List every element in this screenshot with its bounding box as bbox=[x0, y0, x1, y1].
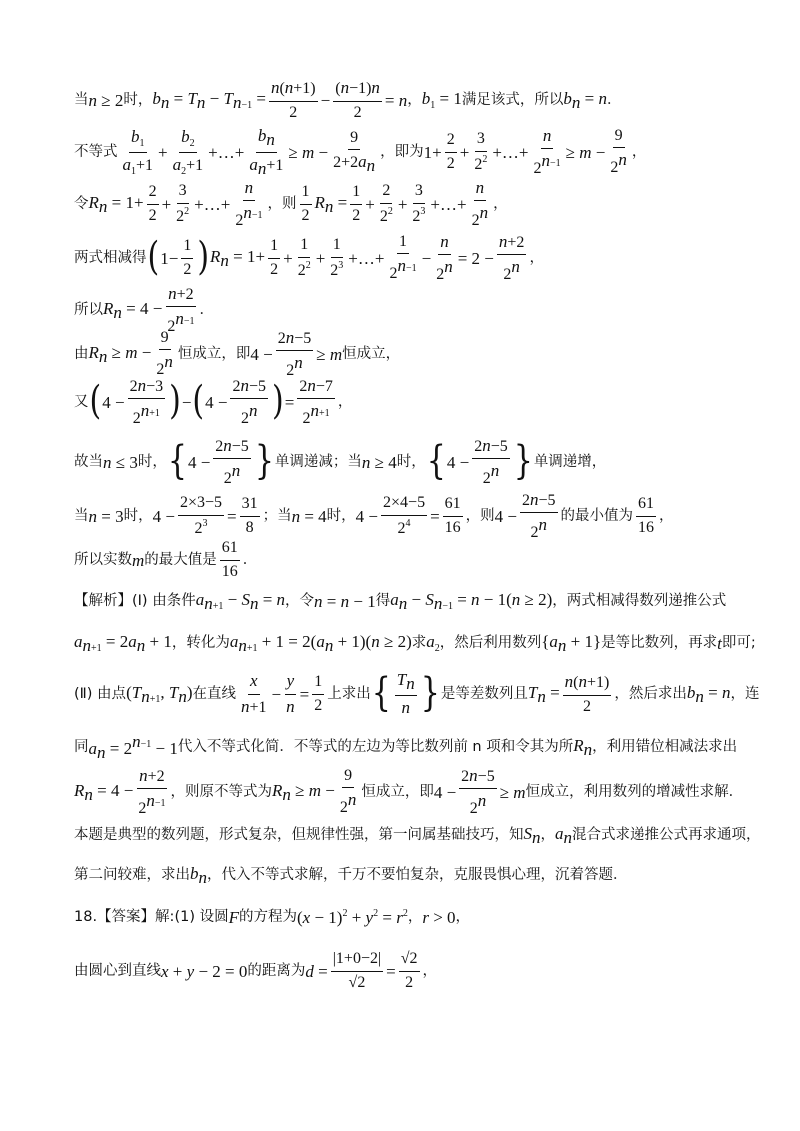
text-line-10: 所以实数 m 的最大值是 $\frac{61}{16}$ ． bbox=[74, 539, 258, 580]
analysis-line-5: $R_n = 4$ − $\frac{n+2}{2^{n-1}}$ ，则原不等式为 $R_n \ge m$ − $\frac{9}{2^n}$ 恒成立，即 4 − $\frac{2n-5}{2^n}$ ≥ m 恒成立，利用数列的增减性求解． bbox=[74, 765, 744, 817]
analysis-line-1: 【解析】(Ⅰ) 由条件 $a_{n+1} - S_n = n$ ，令 n = n − 1 得 $a_n - S_{n-1} = n - 1(n \ge 2)$ ，两式相减得数列递推公式 bbox=[74, 589, 727, 613]
analysis-line-7: 第二问较难，求出 $b_n$ ，代入不等式求解，千万不要怕复杂，克服畏惧心理，沉着答题． bbox=[74, 863, 628, 887]
text-line-7: 又 ( 4 − $\frac{2n-3}{2^{n+1}}$ ) − ( 4 − $\frac{2n-5}{2^n}$ ) = $\frac{2n-7}{2^{n+1}}$ ， bbox=[74, 375, 353, 427]
answer-18-distance-line: 由圆心到直线 x + y − 2 = 0 的距离为 d = $\frac{|1+0-2|}{√2}$ = $\frac{√2}{2}$ ， bbox=[74, 950, 438, 991]
analysis-line-6: 本题是典型的数列题，形式复杂，但规律性强，第一问属基础技巧，知 $S_n$ ， $a_n$ 混合式求递推公式再求通项， bbox=[74, 823, 761, 847]
text-line-1: 当 n ≥ 2 时， $b_n = T_n - T_{n-1}$ = $\frac{n(n+1)}{2}$ − $\frac{(n-1)n}{2}$ = n ， $b_1 = 1$ 满足该式，所以 $b_n = n$ ． bbox=[74, 78, 622, 121]
text-line-9: 当 n = 3 时， 4 − $\frac{2\times 3-5}{2^3}$ = $\frac{31}{8}$ ；当 n = 4 时， 4 − $\frac{2\times 4-5}{2^4}$ = $\frac{61}{16}$ ，则 4 − $\frac{2n-5}{2^n}$ 的最小值为 $\frac{61}{16}$ ， bbox=[74, 489, 674, 541]
text-line-6: 由 $R_n \ge m$ − $\frac{9}{2^n}$ 恒成立，即 4 − $\frac{2n-5}{2^n}$ ≥ m 恒成立， bbox=[74, 327, 401, 379]
text-line-5: 所以 $R_n = 4$ − $\frac{n+2}{2^{n-1}}$ ． bbox=[74, 283, 214, 335]
text-line-4: 两式相减得 ( 1− $\frac{1}{2}$ ) $R_n = 1+$ $\frac{1}{2}$ + $\frac{1}{2^2}$ + $\frac{1}{2^3}$ +…+ $\frac{1}{2^{n-1}}$ − $\frac{n}{2^n}$ = 2 − $\frac{n+2}{2^n}$ ， bbox=[74, 231, 544, 283]
text-line-3: 令 $R_n = 1+$ $\frac{2}{2}$ + $\frac{3}{2^2}$ +…+ $\frac{n}{2^{n-1}}$ ，则 $\frac{1}{2}$ $R_n$ = $\frac{1}{2}$ + $\frac{2}{2^2}$ + $\frac{3}{2^3}$ +…+ $\frac{n}{2^n}$ ， bbox=[74, 177, 508, 229]
analysis-line-4: 同 $a_n = 2^{n-1} - 1$ 代入不等式化简．不等式的左边为等比数列前 n 项和令其为所 $R_n$ ，利用错位相减法求出 bbox=[74, 732, 738, 762]
text-line-8: 故当 n ≤ 3 时， { 4 − $\frac{2n-5}{2^n}$ } 单调递减；当 n ≥ 4 时， { 4 − $\frac{2n-5}{2^n}$ } 单调递增， bbox=[74, 435, 607, 487]
analysis-line-2: $a_{n+1} = 2a_n + 1$ ，转化为 $a_{n+1} + 1 = 2(a_n + 1)(n \ge 2)$ 求 $a_2$ ，然后利用数列 $\{a_n + 1\}$ 是等比数列，再求 t 即可; bbox=[74, 631, 756, 655]
analysis-line-3: (Ⅱ) 由点 ($T_{n+1}$, $T_n$) 在直线 $\frac{x}{n+1}$ − $\frac{y}{n}$ = $\frac{1}{2}$ 上求出 { $\frac{T_n}{n}$ } 是等差数列且 $T_n$ = $\frac{n(n+1)}{2}$ ，然后求出 $b_n = n$ ，连 bbox=[74, 669, 760, 718]
fraction: $\frac{n(n+1)}{2}$ bbox=[270, 78, 316, 121]
fraction: $\frac{(n-1)n}{2}$ bbox=[335, 78, 380, 121]
text-line-2: 不等式 $\frac{b_1}{a_1+1}$ + $\frac{b_2}{a_2+1}$ +…+ $\frac{b_n}{a_n+1}$ ≥ m − $\frac{9}{2+2a_n}$ ，即为 1+ $\frac{2}{2}$ + $\frac{3}{2^2}$ +…+ $\frac{n}{2^{n-1}}$ ≥ m − $\frac{9}{2^n}$ ， bbox=[74, 125, 647, 178]
answer-18-line: 18.【答案】解:(1) 设圆 F 的方程为 $(x - 1)^2 + y^2 = r^2$ ， r > 0 ， bbox=[74, 907, 471, 927]
